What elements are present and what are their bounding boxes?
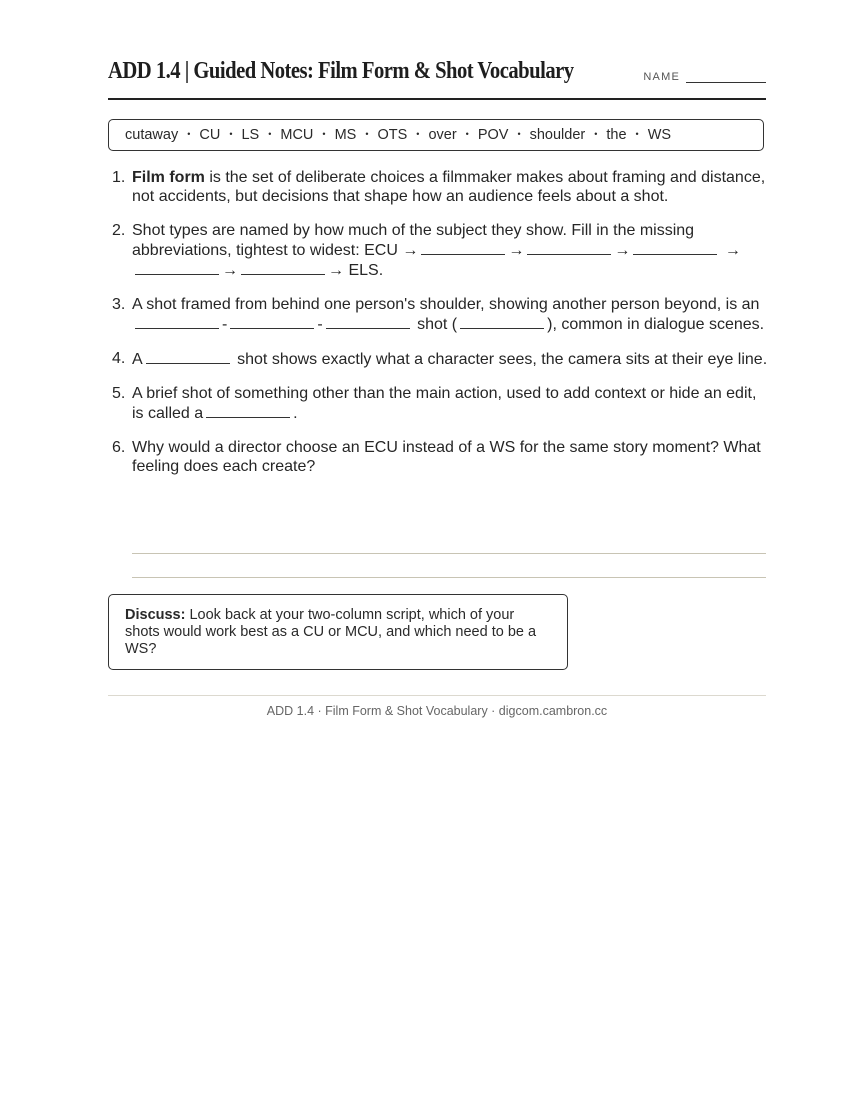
answer-line[interactable] (132, 577, 766, 578)
word-bank-item: MS (334, 127, 357, 143)
question-text: A shot framed from behind one person's shoulder, showing another person beyond, is an (132, 296, 760, 313)
bullet-separator: • (517, 129, 521, 139)
name-field-area (643, 71, 766, 83)
question-text: shot shows exactly what a character sees, the camera sits at their eye line. (237, 351, 768, 368)
bullet-separator: • (187, 129, 191, 139)
bullet-separator: • (365, 129, 369, 139)
question-text: ), common in dialogue scenes. (547, 316, 765, 333)
name-blank[interactable] (686, 72, 766, 83)
question-6 (108, 438, 770, 476)
question-number: 2. (112, 222, 126, 239)
arrow: → (508, 242, 525, 259)
word-bank-item: POV (477, 127, 509, 143)
question-5 (108, 384, 770, 423)
arrow: → (724, 242, 741, 259)
answer-blank[interactable] (206, 403, 290, 418)
question-text: shot ( (417, 316, 458, 333)
hyphen: - (222, 316, 228, 333)
word-bank-item: the (606, 127, 627, 143)
bullet-separator: • (635, 129, 639, 139)
bullet-separator: • (322, 129, 326, 139)
answer-blank[interactable] (241, 260, 325, 275)
arrow: → (222, 262, 238, 279)
question-text: is the set of deliberate choices a filmmaker makes about framing and distance, not accidents, but decisions that shape how an audience feels about a shot. (132, 169, 766, 205)
question-4 (108, 349, 770, 369)
question-number: 4. (112, 350, 126, 367)
discuss-box (108, 594, 568, 670)
word-bank (108, 119, 764, 151)
question-list (108, 168, 770, 491)
question-2 (108, 221, 770, 280)
discuss-text: Look back at your two-column script, which of your shots would work best as a CU or MCU, and which need to be a WS? (125, 607, 537, 657)
hyphen: - (317, 316, 323, 333)
name-label: NAME (643, 71, 680, 83)
answer-blank[interactable] (230, 314, 314, 329)
answer-line[interactable] (132, 553, 766, 554)
question-number: 1. (112, 169, 126, 186)
word-bank-item: WS (647, 127, 672, 143)
question-3 (108, 295, 770, 334)
answer-blank[interactable] (633, 240, 717, 255)
footer-divider (108, 695, 766, 696)
bullet-separator: • (268, 129, 272, 139)
key-term: Film form (132, 169, 205, 186)
word-bank-item: over (428, 127, 457, 143)
bullet-separator: • (229, 129, 233, 139)
header (108, 54, 766, 100)
arrow: → (614, 242, 631, 259)
bullet-separator: • (594, 129, 598, 139)
question-number: 5. (112, 385, 126, 402)
answer-blank[interactable] (135, 314, 219, 329)
answer-blank[interactable] (326, 314, 410, 329)
word-bank-item: shoulder (529, 127, 586, 143)
word-bank-item: CU (199, 127, 221, 143)
bullet-separator: • (416, 129, 420, 139)
page-title: ADD 1.4 | Guided Notes: Film Form & Shot Vocabulary (108, 58, 574, 84)
question-text: Shot types are named by how much of the subject they show. Fill in the missing abbreviations, tightest to widest: ECU → (132, 222, 695, 259)
answer-blank[interactable] (135, 260, 219, 275)
answer-blank[interactable] (146, 349, 230, 364)
question-1 (108, 168, 770, 206)
footer-text: ADD 1.4 · Film Form & Shot Vocabulary · digcom.cambron.cc (266, 704, 608, 718)
discuss-label: Discuss: (125, 607, 186, 623)
word-bank-item: LS (241, 127, 260, 143)
question-text: Why would a director choose an ECU instead of a WS for the same story moment? What feeling does each create? (132, 439, 761, 475)
answer-blank[interactable] (421, 240, 505, 255)
answer-blank[interactable] (527, 240, 611, 255)
question-text: A (132, 351, 143, 368)
question-number: 6. (112, 439, 126, 456)
word-bank-item: cutaway (125, 127, 179, 143)
word-bank-item: MCU (280, 127, 314, 143)
bullet-separator: • (465, 129, 469, 139)
question-number: 3. (112, 296, 126, 313)
answer-blank[interactable] (460, 314, 544, 329)
question-text-end: → ELS. (328, 262, 384, 279)
word-bank-item: OTS (377, 127, 408, 143)
question-text: . (293, 405, 298, 422)
question-text: A brief shot of something other than the main action, used to add context or hide an edit, is called a (132, 385, 757, 422)
